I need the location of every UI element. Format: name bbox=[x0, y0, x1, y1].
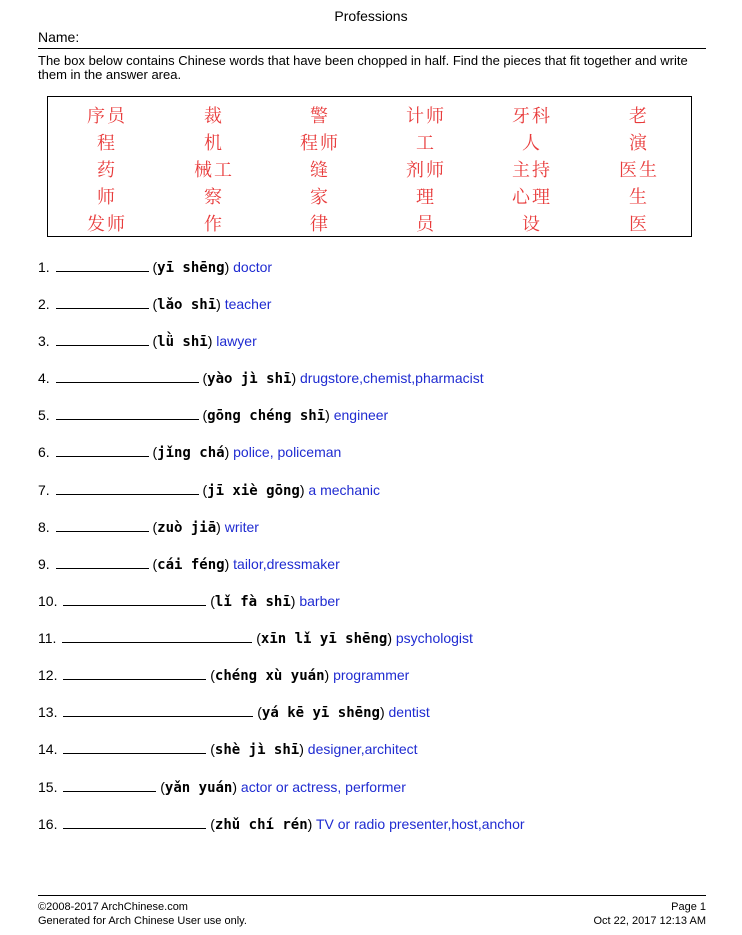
word-piece: 老 bbox=[629, 106, 649, 127]
answer-blank[interactable] bbox=[63, 593, 206, 606]
question-number: 16. bbox=[38, 816, 58, 832]
question-item: 4. (yào jì shī) drugstore,chemist,pharmacist bbox=[38, 370, 484, 387]
word-piece: 械工 bbox=[194, 160, 234, 181]
question-number: 9. bbox=[38, 556, 50, 572]
question-number: 10. bbox=[38, 593, 58, 609]
meaning: tailor,dressmaker bbox=[233, 556, 340, 572]
meaning: a mechanic bbox=[308, 482, 381, 498]
pinyin: chéng xù yuán bbox=[214, 668, 325, 684]
page-title: Professions bbox=[334, 8, 408, 24]
question-number: 6. bbox=[38, 444, 50, 460]
answer-blank[interactable] bbox=[63, 741, 206, 754]
question-item: 2. (lǎo shī) teacher bbox=[38, 296, 272, 313]
answer-blank[interactable] bbox=[56, 556, 149, 569]
answer-blank[interactable] bbox=[56, 519, 149, 532]
word-piece: 人 bbox=[522, 133, 542, 154]
pinyin: yǎn yuán bbox=[164, 780, 233, 796]
meaning: lawyer bbox=[216, 333, 257, 349]
word-piece: 心理 bbox=[512, 187, 552, 208]
word-piece: 程 bbox=[97, 133, 117, 154]
answer-blank[interactable] bbox=[63, 816, 206, 829]
name-label: Name: bbox=[38, 29, 80, 45]
question-number: 5. bbox=[38, 407, 50, 423]
word-piece: 演 bbox=[629, 133, 649, 154]
question-item: 1. (yī shēng) doctor bbox=[38, 259, 273, 276]
answer-blank[interactable] bbox=[63, 779, 156, 792]
word-box-row bbox=[48, 211, 691, 238]
meaning: drugstore,chemist,pharmacist bbox=[300, 370, 484, 386]
pinyin: cái féng bbox=[157, 557, 225, 573]
question-number: 3. bbox=[38, 333, 50, 349]
word-piece: 师 bbox=[97, 187, 117, 208]
pinyin: lǜ shī bbox=[157, 334, 208, 350]
question-item: 8. (zuò jiā) writer bbox=[38, 519, 259, 536]
word-piece: 作 bbox=[204, 214, 224, 235]
footer-divider bbox=[38, 895, 706, 896]
question-item: 16. (zhǔ chí rén) TV or radio presenter,host,anchor bbox=[38, 816, 525, 833]
pinyin: yī shēng bbox=[157, 260, 225, 276]
word-piece: 警 bbox=[310, 106, 330, 127]
pinyin: lǐ fà shī bbox=[214, 594, 291, 610]
meaning: police, policeman bbox=[233, 444, 342, 460]
meaning: designer,architect bbox=[307, 741, 418, 757]
word-piece: 裁 bbox=[204, 106, 224, 127]
pinyin: shè jì shī bbox=[214, 742, 300, 758]
pinyin: xīn lǐ yī shēng bbox=[260, 631, 388, 647]
word-piece: 序员 bbox=[87, 106, 127, 127]
question-item: 7. (jī xiè gōng) a mechanic bbox=[38, 482, 381, 499]
question-number: 8. bbox=[38, 519, 50, 535]
question-item: 5. (gōng chéng shī) engineer bbox=[38, 407, 389, 424]
question-item: 13. (yá kē yī shēng) dentist bbox=[38, 704, 430, 721]
answer-blank[interactable] bbox=[56, 482, 199, 495]
answer-blank[interactable] bbox=[56, 296, 149, 309]
meaning: programmer bbox=[333, 667, 410, 683]
word-piece: 发师 bbox=[87, 214, 127, 235]
word-piece: 工 bbox=[416, 133, 436, 154]
answer-blank[interactable] bbox=[56, 333, 149, 346]
question-item: 11. (xīn lǐ yī shēng) psychologist bbox=[38, 630, 473, 647]
word-piece: 计师 bbox=[406, 106, 446, 127]
pinyin: lǎo shī bbox=[157, 297, 217, 313]
question-item: 10. (lǐ fà shī) barber bbox=[38, 593, 340, 610]
answer-blank[interactable] bbox=[63, 704, 253, 717]
meaning: engineer bbox=[333, 407, 389, 423]
answer-blank[interactable] bbox=[56, 259, 149, 272]
pinyin: yá kē yī shēng bbox=[261, 705, 380, 721]
word-box-row bbox=[48, 184, 691, 211]
footer-copyright: ©2008-2017 ArchChinese.com bbox=[38, 901, 188, 913]
question-number: 1. bbox=[38, 259, 50, 275]
question-number: 15. bbox=[38, 779, 58, 795]
word-box-row bbox=[48, 157, 691, 184]
pinyin: zuò jiā bbox=[157, 520, 217, 536]
word-piece: 律 bbox=[310, 214, 330, 235]
word-piece: 医生 bbox=[619, 160, 659, 181]
question-number: 12. bbox=[38, 667, 58, 683]
question-number: 2. bbox=[38, 296, 50, 312]
question-item: 14. (shè jì shī) designer,architect bbox=[38, 741, 418, 758]
question-item: 12. (chéng xù yuán) programmer bbox=[38, 667, 410, 684]
word-box-row bbox=[48, 130, 691, 157]
word-piece: 程师 bbox=[300, 133, 340, 154]
question-number: 14. bbox=[38, 741, 58, 757]
meaning: psychologist bbox=[395, 630, 473, 646]
word-piece: 主持 bbox=[512, 160, 552, 181]
question-item: 3. (lǜ shī) lawyer bbox=[38, 333, 257, 350]
question-number: 4. bbox=[38, 370, 50, 386]
answer-blank[interactable] bbox=[63, 667, 206, 680]
meaning: actor or actress, performer bbox=[240, 779, 406, 795]
meaning: teacher bbox=[224, 296, 272, 312]
answer-blank[interactable] bbox=[56, 407, 199, 420]
word-piece: 家 bbox=[310, 187, 330, 208]
question-item: 9. (cái féng) tailor,dressmaker bbox=[38, 556, 340, 573]
pinyin: jǐng chá bbox=[157, 445, 225, 461]
word-piece: 设 bbox=[522, 214, 542, 235]
word-piece: 察 bbox=[204, 187, 224, 208]
meaning: TV or radio presenter,host,anchor bbox=[315, 816, 525, 832]
answer-blank[interactable] bbox=[56, 444, 149, 457]
pinyin: yào jì shī bbox=[207, 371, 292, 387]
word-piece: 缝 bbox=[310, 160, 330, 181]
question-item: 6. (jǐng chá) police, policeman bbox=[38, 444, 342, 461]
answer-blank[interactable] bbox=[62, 630, 252, 643]
word-piece: 剂师 bbox=[406, 160, 446, 181]
word-piece: 理 bbox=[416, 187, 436, 208]
word-box bbox=[47, 96, 692, 237]
meaning: barber bbox=[299, 593, 340, 609]
footer-page: Page 1 bbox=[671, 901, 706, 913]
question-item: 15. (yǎn yuán) actor or actress, performer bbox=[38, 779, 406, 796]
instructions: The box below contains Chinese words that have been chopped in half. Find the pieces that fit together and write them in the answer area. bbox=[38, 53, 688, 82]
question-number: 13. bbox=[38, 704, 58, 720]
word-piece: 员 bbox=[416, 214, 436, 235]
word-piece: 生 bbox=[629, 187, 649, 208]
word-piece: 机 bbox=[204, 133, 224, 154]
question-number: 7. bbox=[38, 482, 50, 498]
question-number: 11. bbox=[38, 630, 57, 646]
meaning: dentist bbox=[388, 704, 430, 720]
pinyin: gōng chéng shī bbox=[207, 408, 326, 424]
footer-date: Oct 22, 2017 12:13 AM bbox=[593, 915, 706, 927]
word-box-row bbox=[48, 103, 691, 130]
footer-generated: Generated for Arch Chinese User use only. bbox=[38, 915, 247, 927]
name-field[interactable] bbox=[38, 29, 706, 49]
pinyin: jī xiè gōng bbox=[207, 483, 300, 499]
meaning: writer bbox=[224, 519, 259, 535]
word-piece: 医 bbox=[629, 214, 649, 235]
answer-blank[interactable] bbox=[56, 370, 199, 383]
pinyin: zhǔ chí rén bbox=[214, 817, 308, 833]
word-piece: 牙科 bbox=[512, 106, 552, 127]
word-piece: 药 bbox=[97, 160, 117, 181]
meaning: doctor bbox=[233, 259, 273, 275]
